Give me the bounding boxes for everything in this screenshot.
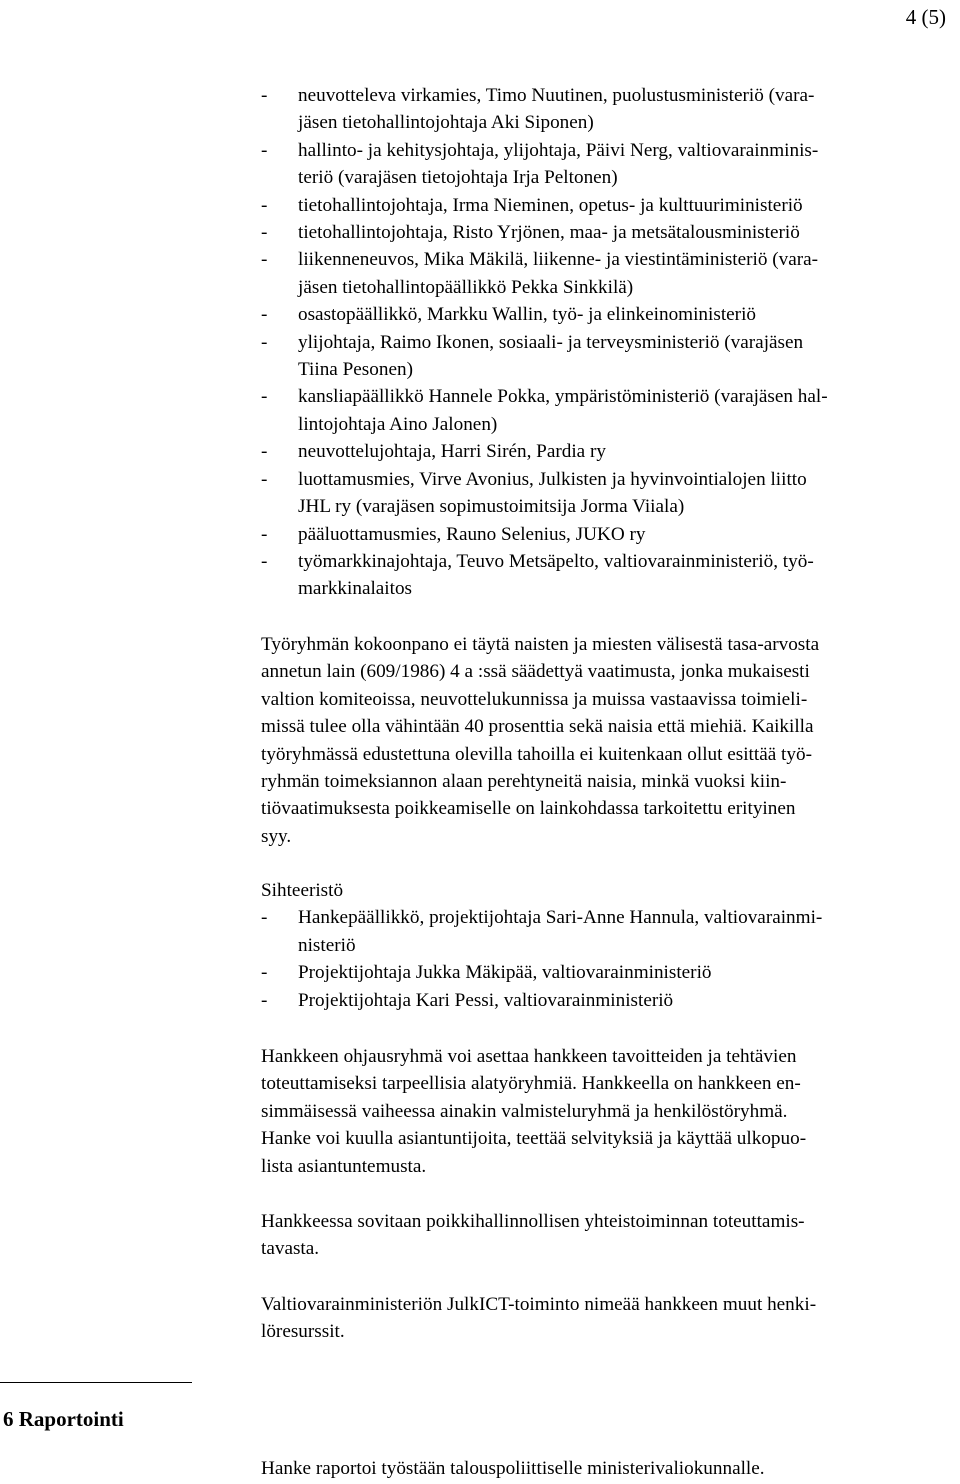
list-item-text-line: nisteriö [298, 934, 356, 956]
list-item-text-line: Projektijohtaja Jukka Mäkipää, valtiovarainministeriö [298, 962, 712, 984]
member-item [261, 548, 960, 603]
paragraph-line: syy. [261, 825, 292, 847]
list-dash: - [261, 907, 268, 929]
list-item-text-line: ylijohtaja, Raimo Ikonen, sosiaali- ja terveysministeriö (varajäsen [298, 331, 804, 353]
list-item-text-line: luottamusmies, Virve Avonius, Julkisten ja hyvinvointialojen liitto [298, 468, 807, 490]
steering-paragraph [261, 1043, 960, 1180]
list-item-text-line: lintojohtaja Aino Jalonen) [298, 413, 498, 435]
paragraph-line: Hanke voi kuulla asiantuntijoita, teettää selvityksiä ja käyttää ulkopuo- [261, 1128, 807, 1150]
reporting-paragraph [261, 1455, 960, 1482]
member-item [261, 301, 960, 328]
list-dash: - [261, 441, 268, 463]
list-dash: - [261, 194, 268, 216]
paragraph-line: toteuttamiseksi tarpeellisia alatyöryhmiä. Hankkeella on hankkeen en- [261, 1073, 801, 1095]
list-dash: - [261, 139, 268, 161]
list-dash: - [261, 550, 268, 572]
member-item [261, 82, 960, 137]
list-dash: - [261, 386, 268, 408]
paragraph-line: tavasta. [261, 1238, 320, 1260]
secretariat-item [261, 959, 960, 986]
list-item-text-line: neuvotteleva virkamies, Timo Nuutinen, puolustusministeriö (vara- [298, 85, 815, 106]
list-dash: - [261, 331, 268, 353]
list-item-text-line: neuvottelujohtaja, Harri Sirén, Pardia ry [298, 441, 606, 463]
list-item-text-line: Tiina Pesonen) [298, 359, 413, 381]
list-dash: - [261, 468, 268, 490]
section-heading-reporting: 6 Raportointi [3, 1407, 124, 1431]
list-item-text-line: tietohallintojohtaja, Irma Nieminen, opetus- ja kulttuuriministeriö [298, 194, 803, 216]
paragraph-line: Hankkeen ohjausryhmä voi asettaa hankkeen tavoitteiden ja tehtävien [261, 1046, 797, 1067]
secretariat-item [261, 904, 960, 959]
member-item [261, 383, 960, 438]
section-divider [0, 1382, 192, 1383]
list-item-text-line: jäsen tietohallintopäällikkö Pekka Sinkkilä) [298, 276, 634, 298]
member-item [261, 438, 960, 465]
secretariat-heading: Sihteeristö [261, 880, 344, 901]
list-item-text-line: JHL ry (varajäsen sopimustoimitsija Jorma Viiala) [298, 496, 685, 518]
composition-paragraph [261, 631, 960, 850]
member-item [261, 521, 960, 548]
list-item-text-line: liikenneneuvos, Mika Mäkilä, liikenne- ja viestintäministeriö (vara- [298, 249, 819, 271]
list-dash: - [261, 962, 268, 984]
paragraph-line: simmäisessä vaiheessa ainakin valmisteluryhmä ja henkilöstöryhmä. [261, 1100, 788, 1122]
member-item [261, 246, 960, 301]
member-item [261, 466, 960, 521]
list-item-text-line: Projektijohtaja Kari Pessi, valtiovarainministeriö [298, 989, 674, 1011]
secretariat-list [261, 904, 960, 1014]
member-item [261, 192, 960, 219]
list-dash: - [261, 989, 268, 1011]
list-dash: - [261, 249, 268, 271]
list-item-text-line: hallinto- ja kehitysjohtaja, ylijohtaja, Päivi Nerg, valtiovarainminis- [298, 139, 819, 161]
paragraph-line: valtion komiteoissa, neuvottelukunnissa ja muissa vastaavissa toimieli- [261, 688, 808, 710]
secretariat-item [261, 987, 960, 1014]
reporting-text: Hanke raportoi työstään talouspoliittiselle ministerivaliokunnalle. [261, 1458, 765, 1479]
page-number: 4 (5) [905, 5, 946, 29]
list-item-text-line: markkinalaitos [298, 578, 413, 600]
list-item-text-line: pääluottamusmies, Rauno Selenius, JUKO ry [298, 523, 646, 545]
paragraph-line: lista asiantuntemusta. [261, 1155, 427, 1177]
paragraph-line: Valtiovarainministeriön JulkICT-toiminto nimeää hankkeen muut henki- [261, 1294, 817, 1315]
list-item-text-line: Hankepäällikkö, projektijohtaja Sari-Anne Hannula, valtiovarainmi- [298, 907, 823, 929]
cooperation-paragraph [261, 1208, 960, 1263]
list-item-text-line: teriö (varajäsen tietojohtaja Irja Peltonen) [298, 167, 618, 189]
resources-paragraph [261, 1291, 960, 1346]
list-item-text-line: työmarkkinajohtaja, Teuvo Metsäpelto, valtiovarainministeriö, työ- [298, 550, 814, 572]
member-item [261, 137, 960, 192]
paragraph-line: Työryhmän kokoonpano ei täytä naisten ja miesten välisestä tasa-arvosta [261, 634, 820, 655]
list-item-text-line: tietohallintojohtaja, Risto Yrjönen, maa- ja metsätalousministeriö [298, 222, 800, 244]
member-item [261, 219, 960, 246]
list-dash: - [261, 304, 268, 326]
secretariat-section [261, 877, 960, 1014]
list-dash: - [261, 523, 268, 545]
list-dash: - [261, 85, 268, 106]
paragraph-line: Hankkeessa sovitaan poikkihallinnollisen yhteistoiminnan toteuttamis- [261, 1211, 805, 1232]
paragraph-line: ryhmän toimeksiannon alaan perehtyneitä naisia, minkä vuoksi kiin- [261, 771, 787, 793]
paragraph-line: työryhmässä edustettuna olevilla tahoilla ei kuitenkaan ollut esittää työ- [261, 743, 812, 765]
list-item-text-line: jäsen tietohallintojohtaja Aki Siponen) [298, 112, 594, 134]
paragraph-line: tiövaatimuksesta poikkeamiselle on lainkohdassa tarkoitettu erityinen [261, 798, 796, 820]
member-item [261, 329, 960, 384]
paragraph-line: missä tulee olla vähintään 40 prosenttia sekä naisia että miehiä. Kaikilla [261, 716, 814, 738]
members-list [261, 82, 960, 603]
paragraph-line: löresurssit. [261, 1321, 345, 1343]
list-item-text-line: osastopäällikkö, Markku Wallin, työ- ja elinkeinoministeriö [298, 304, 756, 326]
list-dash: - [261, 222, 268, 244]
list-item-text-line: kansliapäällikkö Hannele Pokka, ympäristöministeriö (varajäsen hal- [298, 386, 828, 408]
paragraph-line: annetun lain (609/1986) 4 a :ssä säädettyä vaatimusta, jonka mukaisesti [261, 661, 810, 683]
